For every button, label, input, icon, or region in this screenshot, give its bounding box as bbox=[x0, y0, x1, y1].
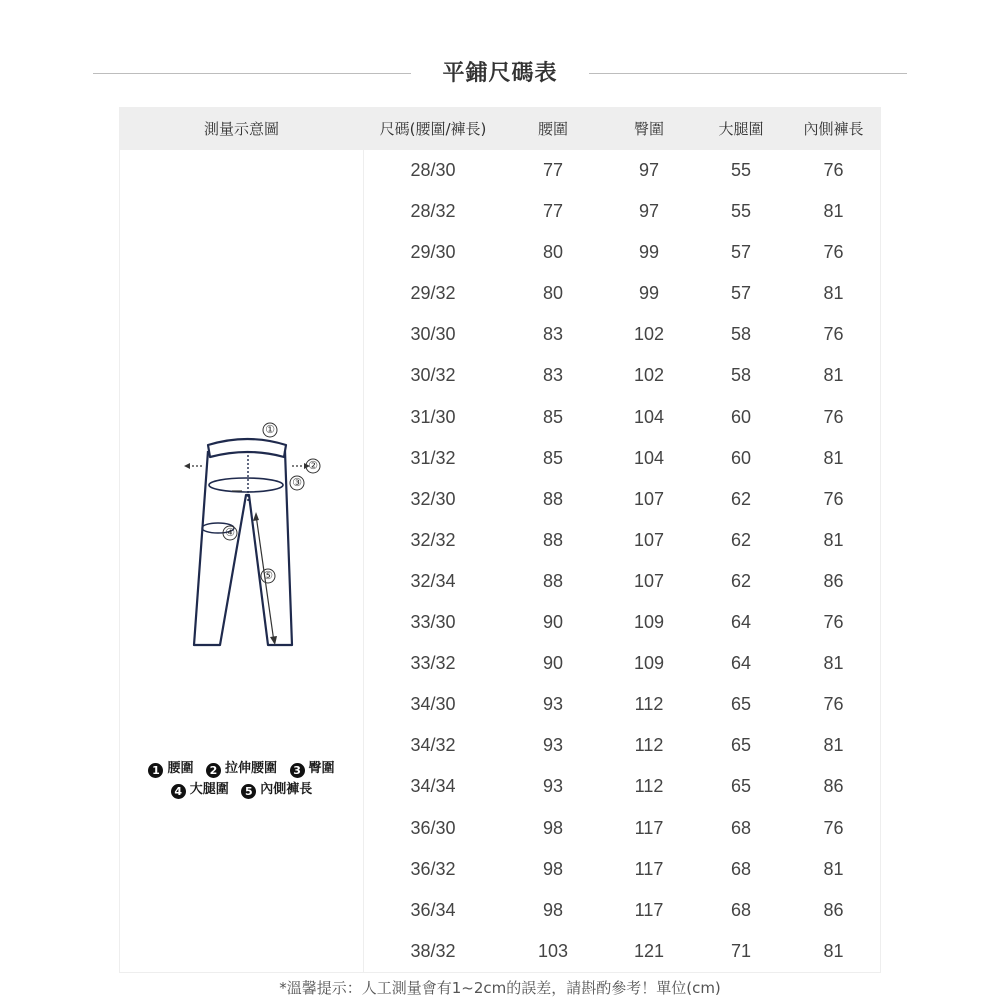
waist-cell: 93 bbox=[542, 776, 564, 797]
marker-5: ⑤ bbox=[263, 569, 273, 582]
table-header bbox=[120, 108, 880, 150]
hip-cell: 107 bbox=[633, 488, 665, 509]
waist-cell: 83 bbox=[542, 324, 564, 345]
table-row bbox=[364, 849, 880, 890]
size-cell: 30/32 bbox=[410, 365, 456, 386]
inseam-cell: 81 bbox=[823, 447, 844, 468]
inseam-cell: 81 bbox=[823, 529, 844, 550]
waist-cell: 98 bbox=[542, 899, 564, 920]
inseam-cell: 86 bbox=[823, 776, 844, 797]
hip-cell: 104 bbox=[633, 447, 665, 468]
inseam-cell: 76 bbox=[823, 324, 844, 345]
waist-cell: 83 bbox=[542, 365, 564, 386]
footnote: *溫馨提示：人工測量會有1~2cm的誤差，請斟酌參考！單位(cm) bbox=[279, 979, 721, 997]
legend-item-inseam: 5 內側褲長 bbox=[241, 782, 312, 797]
waist-cell: 98 bbox=[542, 817, 564, 838]
size-cell: 34/30 bbox=[410, 694, 456, 715]
size-cell: 32/30 bbox=[410, 488, 456, 509]
thigh-cell: 62 bbox=[730, 488, 752, 509]
table-row bbox=[364, 232, 880, 273]
size-cell: 32/32 bbox=[410, 529, 456, 550]
waist-cell: 88 bbox=[542, 488, 564, 509]
thigh-cell: 62 bbox=[730, 529, 752, 550]
table-row bbox=[364, 766, 880, 807]
size-cell: 29/32 bbox=[410, 283, 456, 304]
hip-cell: 112 bbox=[634, 776, 664, 797]
thigh-cell: 68 bbox=[730, 899, 752, 920]
table-row bbox=[364, 273, 880, 314]
thigh-cell: 65 bbox=[730, 776, 752, 797]
table-row bbox=[364, 314, 880, 355]
waist-cell: 88 bbox=[542, 570, 564, 591]
inseam-cell: 76 bbox=[823, 242, 844, 263]
measurement-diagram bbox=[120, 150, 364, 972]
waist-cell: 77 bbox=[542, 160, 564, 180]
legend-item-hip: 3 臀圍 bbox=[290, 761, 335, 776]
header-hip: 臀圍 bbox=[633, 120, 664, 138]
table-row bbox=[364, 191, 880, 232]
size-cell: 36/32 bbox=[410, 858, 456, 879]
table-body bbox=[364, 150, 880, 972]
waist-cell: 80 bbox=[542, 283, 564, 304]
waist-cell: 77 bbox=[542, 201, 564, 222]
marker-2: ② bbox=[308, 459, 318, 472]
hip-cell: 102 bbox=[633, 365, 665, 386]
hip-cell: 117 bbox=[634, 899, 664, 920]
waist-cell: 90 bbox=[542, 612, 564, 633]
thigh-cell: 65 bbox=[730, 694, 752, 715]
inseam-cell: 76 bbox=[823, 406, 844, 427]
title-divider-right bbox=[589, 73, 907, 74]
hip-cell: 109 bbox=[633, 612, 665, 633]
legend-item-thigh: 4 大腿圍 bbox=[171, 782, 229, 797]
header-waist: 腰圍 bbox=[537, 120, 568, 138]
inseam-cell: 76 bbox=[823, 817, 844, 838]
table-row bbox=[364, 520, 880, 561]
table-row bbox=[364, 725, 880, 766]
thigh-cell: 58 bbox=[730, 365, 752, 386]
hip-cell: 104 bbox=[633, 406, 665, 427]
table-row bbox=[364, 931, 880, 972]
size-cell: 36/34 bbox=[410, 899, 456, 920]
thigh-cell: 57 bbox=[730, 283, 752, 304]
title-divider-left bbox=[93, 73, 411, 74]
inseam-cell: 76 bbox=[823, 488, 844, 509]
hip-cell: 112 bbox=[634, 694, 664, 715]
inseam-cell: 81 bbox=[823, 201, 844, 222]
size-cell: 38/32 bbox=[410, 940, 456, 961]
marker-4: ④ bbox=[225, 526, 235, 539]
hip-cell: 117 bbox=[634, 858, 664, 879]
header-thigh: 大腿圍 bbox=[718, 120, 764, 138]
hip-cell: 99 bbox=[638, 242, 660, 263]
thigh-cell: 55 bbox=[730, 160, 752, 180]
thigh-cell: 65 bbox=[730, 735, 752, 756]
hip-cell: 97 bbox=[638, 201, 660, 222]
table-row bbox=[364, 684, 880, 725]
table-row bbox=[364, 602, 880, 643]
size-cell: 28/30 bbox=[410, 160, 456, 180]
thigh-cell: 55 bbox=[730, 201, 752, 222]
size-cell: 31/30 bbox=[410, 406, 456, 427]
inseam-cell: 81 bbox=[823, 858, 844, 879]
size-cell: 33/32 bbox=[410, 653, 456, 674]
hip-cell: 109 bbox=[633, 653, 665, 674]
thigh-cell: 64 bbox=[730, 653, 752, 674]
inseam-cell: 81 bbox=[823, 940, 844, 961]
size-cell: 34/34 bbox=[410, 776, 456, 797]
hip-cell: 107 bbox=[633, 529, 665, 550]
thigh-cell: 60 bbox=[730, 447, 752, 468]
table-row bbox=[364, 479, 880, 520]
waist-cell: 80 bbox=[542, 242, 564, 263]
thigh-cell: 62 bbox=[730, 570, 752, 591]
inseam-cell: 76 bbox=[823, 612, 844, 633]
waist-cell: 88 bbox=[542, 529, 564, 550]
waist-cell: 103 bbox=[537, 940, 569, 961]
thigh-cell: 71 bbox=[730, 940, 752, 961]
hip-cell: 107 bbox=[633, 570, 665, 591]
header-diagram: 測量示意圖 bbox=[203, 120, 279, 138]
waist-cell: 85 bbox=[542, 406, 564, 427]
inseam-cell: 86 bbox=[823, 570, 844, 591]
size-cell: 29/30 bbox=[410, 242, 456, 263]
inseam-cell: 86 bbox=[823, 899, 844, 920]
table-row bbox=[364, 355, 880, 396]
size-table bbox=[119, 107, 881, 973]
waist-cell: 98 bbox=[542, 858, 564, 879]
inseam-cell: 76 bbox=[823, 694, 844, 715]
thigh-cell: 58 bbox=[730, 324, 752, 345]
hip-cell: 117 bbox=[634, 817, 664, 838]
table-row bbox=[364, 643, 880, 684]
size-cell: 36/30 bbox=[410, 817, 456, 838]
waist-cell: 93 bbox=[542, 694, 564, 715]
page-title: 平鋪尺碼表 bbox=[442, 61, 558, 86]
hip-cell: 121 bbox=[633, 940, 665, 961]
size-cell: 32/34 bbox=[410, 570, 456, 591]
marker-3: ③ bbox=[292, 476, 302, 489]
waist-cell: 85 bbox=[542, 447, 564, 468]
diagram-legend bbox=[120, 758, 363, 800]
inseam-cell: 81 bbox=[823, 365, 844, 386]
thigh-cell: 68 bbox=[730, 817, 752, 838]
waist-cell: 90 bbox=[542, 653, 564, 674]
legend-item-stretch-waist: 2 拉伸腰圍 bbox=[206, 761, 277, 776]
inseam-cell: 76 bbox=[823, 160, 844, 180]
table-row bbox=[364, 397, 880, 438]
inseam-cell: 81 bbox=[823, 653, 844, 674]
title-row bbox=[93, 56, 907, 92]
size-cell: 34/32 bbox=[410, 735, 456, 756]
hip-cell: 112 bbox=[634, 735, 664, 756]
size-cell: 31/32 bbox=[410, 447, 456, 468]
table-row bbox=[364, 561, 880, 602]
marker-1: ① bbox=[265, 423, 275, 436]
table-row bbox=[364, 808, 880, 849]
table-row bbox=[364, 890, 880, 931]
header-inseam: 內側褲長 bbox=[803, 120, 864, 138]
hip-cell: 97 bbox=[638, 160, 660, 180]
thigh-cell: 57 bbox=[730, 242, 752, 263]
table-row bbox=[364, 150, 880, 191]
size-cell: 33/30 bbox=[410, 612, 456, 633]
header-size: 尺碼(腰圍/褲長) bbox=[379, 120, 487, 138]
waist-cell: 93 bbox=[542, 735, 564, 756]
inseam-cell: 81 bbox=[823, 283, 844, 304]
hip-cell: 99 bbox=[638, 283, 660, 304]
thigh-cell: 64 bbox=[730, 612, 752, 633]
table-row bbox=[364, 438, 880, 479]
size-cell: 28/32 bbox=[410, 201, 456, 222]
legend-item-waist: 1 腰圍 bbox=[148, 761, 193, 776]
size-cell: 30/30 bbox=[410, 324, 456, 345]
thigh-cell: 68 bbox=[730, 858, 752, 879]
inseam-cell: 81 bbox=[823, 735, 844, 756]
thigh-cell: 60 bbox=[730, 406, 752, 427]
hip-cell: 102 bbox=[633, 324, 665, 345]
